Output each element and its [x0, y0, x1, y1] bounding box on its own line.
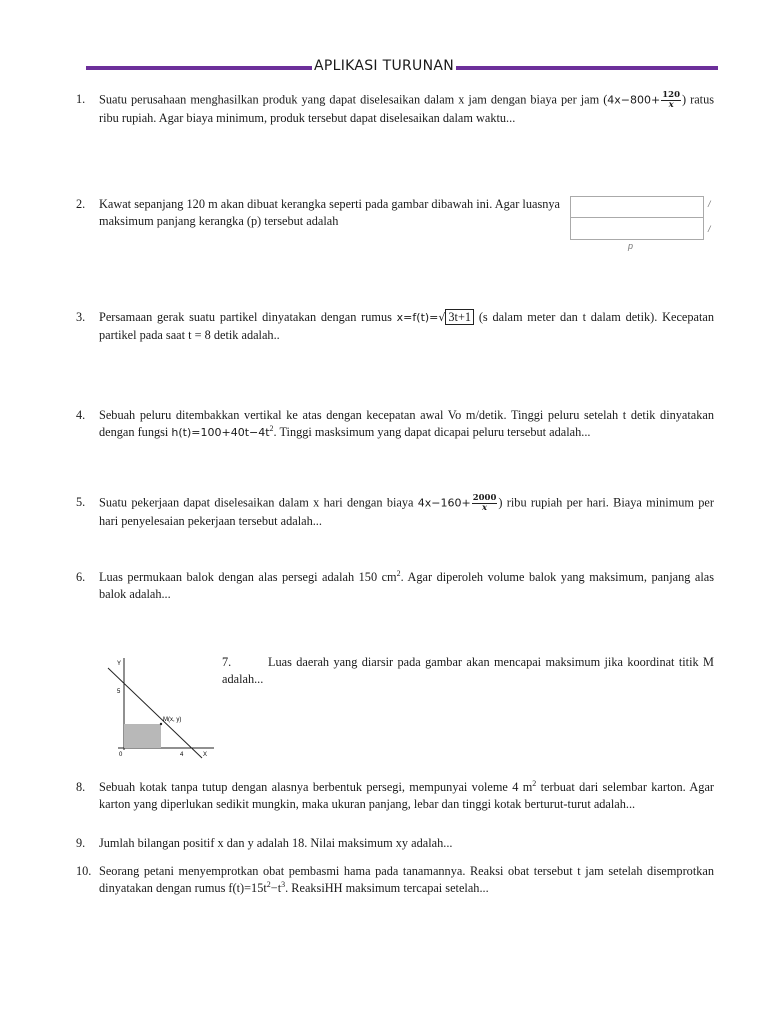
- point-m: [160, 723, 162, 725]
- y-axis-label: Y: [117, 661, 122, 667]
- question-1: 1. Suatu perusahaan menghasilkan produk yang dapat diselesaikan dalam x jam dengan biaya per jam (4x−800+ $\frac{120}{x}$ ) ratus ribu rupiah. Agar biaya minimum, produk tersebut dapat diselesaikan dalam waktu...: [76, 90, 714, 125]
- point-m-label: M(x, y): [163, 717, 182, 723]
- figure-mark: p: [628, 241, 634, 251]
- question-2: 2. Kawat sepanjang 120 m akan dibuat kerangka seperti pada gambar dibawah ini. Agar luasnya maksimum panjang kerangka (p) tersebut adalah: [76, 197, 560, 228]
- question-10: 10. Seorang petani menyemprotkan obat pembasmi hama pada tanamannya. Reaksi obat tersebut t jam setelah disemprotkan dinyatakan dengan rumus $f(t)=15t^2-t^3$. ReaksiHH maksimum tercapai setelah...: [76, 864, 714, 895]
- shaded-rectangle: [124, 724, 161, 748]
- question-8: 8. Sebuah kotak tanpa tutup dengan alasnya berbentuk persegi, mempunyai voleme 4 $m^2$ terbuat dari selembar karton. Agar karton yang diperlukan sedikit mungkin, maka ukuran panjang, lebar dan tinggi kotak berturut-turut adalah...: [76, 778, 714, 811]
- frame-figure: [570, 196, 704, 240]
- page-title: APLIKASI TURUNAN: [313, 58, 455, 74]
- figure-mark: /: [708, 224, 711, 234]
- question-3: 3. Persamaan gerak suatu partikel dinyatakan dengan rumus x=f(t)=√ 3t+1 (s dalam meter dan t dalam detik). Kecepatan partikel pada saat t = 8 detik adalah..: [76, 310, 714, 342]
- question-6: 6. Luas permukaan balok dengan alas persegi adalah 150 $cm^2$. Agar diperoleh volume balok yang maksimum, panjang alas balok adalah...: [76, 568, 714, 601]
- y-tick-label: 5: [117, 689, 121, 695]
- question-7: 7. Luas daerah yang diarsir pada gambar akan mencapai maksimum jika koordinat titik M adalah...: [222, 655, 714, 686]
- shaded-area-graph: [106, 654, 216, 760]
- x-tick-label: 4: [180, 752, 184, 758]
- x-axis-label: X: [203, 752, 208, 758]
- question-9: 9. Jumlah bilangan positif x dan y adalah 18. Nilai maksimum xy adalah...: [76, 836, 453, 850]
- origin-label: 0: [119, 752, 123, 758]
- figure-mark: /: [708, 199, 711, 209]
- question-5: 5. Suatu pekerjaan dapat diselesaikan dalam x hari dengan biaya 4x−160+ $\frac{2000}{x}$ ) ribu rupiah per hari. Biaya minimum per hari penyelesaian pekerjaan tersebut adalah...: [76, 493, 714, 528]
- question-4: 4. Sebuah peluru ditembakkan vertikal ke atas dengan kecepatan awal Vo m/detik. Tinggi peluru setelah t detik dinyatakan dengan fungsi $h(t)=100+40t-4t^2$. Tinggi masksimum yang dapat dicapai peluru tersebut adalah...: [76, 408, 714, 439]
